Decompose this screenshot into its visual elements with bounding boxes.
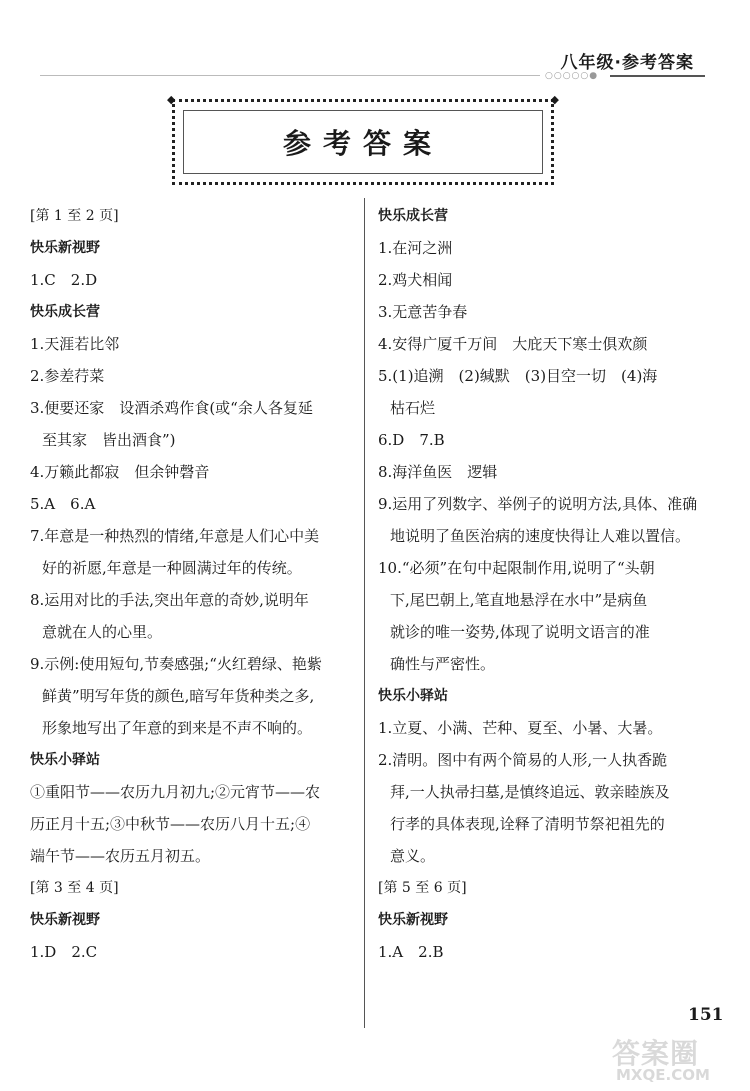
answer-column-left — [30, 200, 360, 968]
answer-line-continued: 形象地写出了年意的到来是不声不响的。 — [42, 719, 313, 737]
answer-line-continued: 至其家 皆出酒食”) — [42, 431, 176, 449]
answer-line: 6.D 7.B — [378, 431, 445, 449]
header-rule-bold — [610, 75, 705, 77]
column-divider — [364, 198, 365, 1028]
answer-line-continued: 拜,一人执帚扫墓,是慎终追远、敦亲睦族及 — [390, 783, 670, 801]
page-number: 151 — [688, 1005, 724, 1025]
page-title: ◆ 参考答案 — [282, 127, 443, 160]
answer-line: 1.天涯若比邻 — [30, 335, 120, 353]
answer-line-continued: 好的祈愿,年意是一种圆满过年的传统。 — [42, 559, 302, 577]
answer-line: 4.万籁此都寂 但余钟磬音 — [30, 463, 210, 481]
header-dots-decoration: ○○○○○● — [545, 71, 599, 81]
answer-line: 3.无意苦争春 — [378, 303, 468, 321]
answer-line-continued: 地说明了鱼医治病的速度快得让人难以置信。 — [390, 527, 691, 545]
answer-line: 10.“必须”在句中起限制作用,说明了“头朝 — [378, 559, 655, 577]
section-heading: 快乐成长营 — [30, 304, 100, 320]
page-range-label: [第 3 至 4 页] — [30, 880, 119, 896]
section-heading: 快乐成长营 — [378, 208, 448, 224]
answer-line-continued: 行孝的具体表现,诠释了清明节祭祀祖先的 — [390, 815, 665, 833]
watermark-logo: 答案圈 — [612, 1037, 700, 1070]
answer-line-continued: 下,尾巴朝上,笔直地悬浮在水中”是病鱼 — [390, 591, 648, 609]
answer-line: 端午节——农历五月初五。 — [30, 847, 211, 865]
section-heading: 快乐小驿站 — [30, 752, 100, 768]
answer-line: 5.(1)追溯 (2)缄默 (3)目空一切 (4)海 — [378, 367, 658, 385]
answer-column-right — [378, 200, 708, 968]
answer-line: 4.安得广厦千万间 大庇天下寒士俱欢颜 — [378, 335, 648, 353]
title-banner-inner — [183, 110, 543, 174]
section-heading: 快乐小驿站 — [378, 688, 448, 704]
answer-line: ①重阳节——农历九月初九;②元宵节——农 — [30, 783, 321, 801]
answer-line: 2.参差荇菜 — [30, 367, 105, 385]
header-rule — [40, 75, 540, 76]
answer-line: 5.A 6.A — [30, 495, 96, 513]
answer-line: 7.年意是一种热烈的情绪,年意是人们心中美 — [30, 527, 320, 545]
answer-line-continued: 就诊的唯一姿势,体现了说明文语言的准 — [390, 623, 650, 641]
page-range-label: [第 1 至 2 页] — [30, 208, 119, 224]
answer-line: 1.D 2.C — [30, 943, 98, 961]
section-heading: 快乐新视野 — [30, 240, 100, 256]
watermark-url: MXQE.COM — [616, 1066, 710, 1084]
answer-line-continued: 意就在人的心里。 — [42, 623, 163, 641]
answer-line: 9.运用了列数字、举例子的说明方法,具体、准确 — [378, 495, 698, 513]
answer-line-continued: 确性与严密性。 — [390, 655, 496, 673]
answer-line: 1.立夏、小满、芒种、夏至、小暑、大暑。 — [378, 719, 663, 737]
answer-line-continued: 鲜黄”明写年货的颜色,暗写年货种类之多, — [42, 687, 315, 705]
answer-line: 1.C 2.D — [30, 271, 98, 289]
answer-line-continued: 意义。 — [390, 847, 436, 865]
answer-line: 2.清明。图中有两个简易的人形,一人执香跪 — [378, 751, 668, 769]
answer-line: 8.运用对比的手法,突出年意的奇妙,说明年 — [30, 591, 309, 609]
running-header-title: 八年级·参考答案 — [560, 53, 694, 73]
answer-line-continued: 枯石烂 — [390, 399, 436, 417]
answer-line: 2.鸡犬相闻 — [378, 271, 453, 289]
answer-line: 历正月十五;③中秋节——农历八月十五;④ — [30, 815, 311, 833]
title-banner — [172, 99, 554, 185]
answer-line: 1.在河之洲 — [378, 239, 453, 257]
page-range-label: [第 5 至 6 页] — [378, 880, 467, 896]
answer-line: 9.示例:使用短句,节奏感强;“火红碧绿、艳紫 — [30, 655, 322, 673]
answer-line: 1.A 2.B — [378, 943, 444, 961]
section-heading: 快乐新视野 — [30, 912, 100, 928]
answer-line: 8.海洋鱼医 逻辑 — [378, 463, 498, 481]
answer-line: 3.便要还家 设酒杀鸡作食(或“余人各复延 — [30, 399, 313, 417]
section-heading: 快乐新视野 — [378, 912, 448, 928]
